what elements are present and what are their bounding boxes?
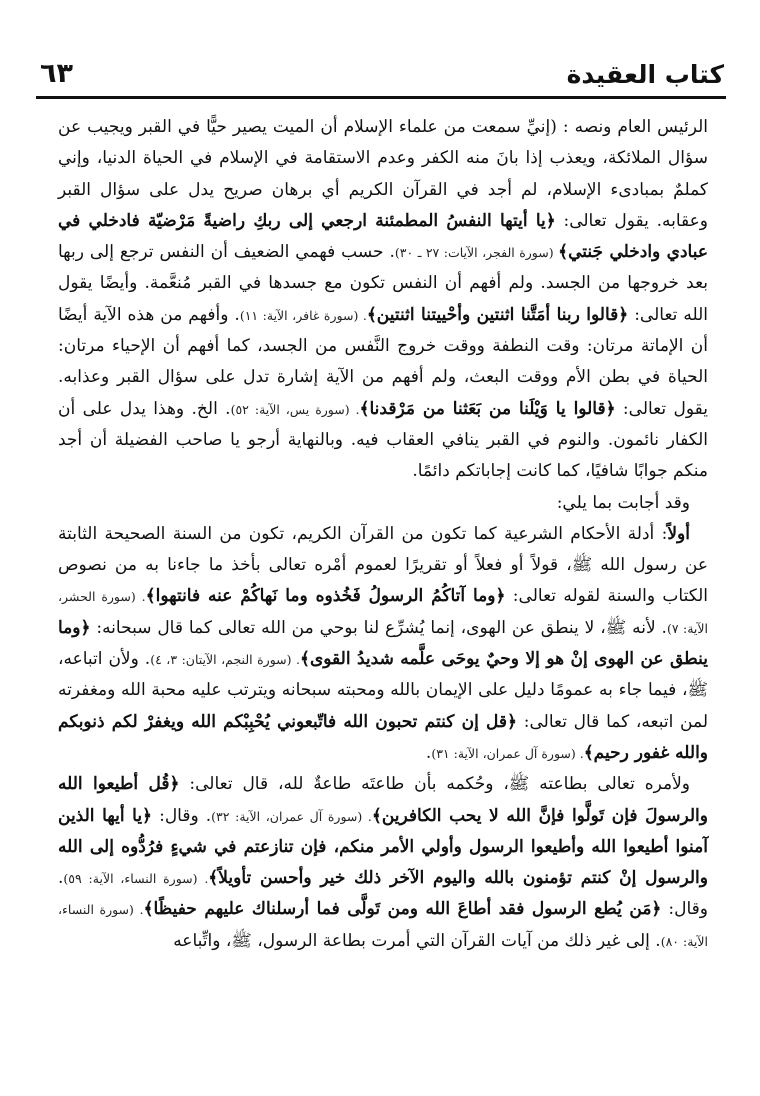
quran-verse: ﴿قل إن كنتم تحبون الله فاتّبعوني يُحْبِبْكم الله ويغفرْ لكم ذنوبكم والله غفور رحيم﴾ bbox=[58, 711, 708, 763]
verse-reference: . (سورة آل عمران، الآية: ٣٢) bbox=[211, 808, 372, 824]
text-run: . وأفهم من هذه الآية أيضًا أن الإماتة مرتان: وقت النطفة ووقت خروج النَّفس من الجسد، كما أفهم أن الإحياء مرتان: الحياة في بطن الأم ووقت البعث، ولم أفهم من الآية إشارة تدل على سؤال القبر وعذابه. يقول تعالى: bbox=[58, 304, 708, 419]
verse-reference: . (سورة يس، الآية: ٥٢) bbox=[230, 401, 360, 417]
answer-point-first bbox=[58, 519, 708, 769]
text-run: . الخ. وهذا يدل على أن الكفار نائمون. والنوم في القبر ينافي العقاب فيه. وبالنهاية أرجو يا صاحب الفضيلة أن أجد منكم جوابًا شافيًا، كما كانت إجاباتكم دائمًا. bbox=[58, 398, 708, 482]
body-text bbox=[58, 112, 708, 957]
quran-verse: ﴿قُل أطيعوا الله والرسولَ فإن تَولَّوا فإنَّ الله لا يحب الكافرين﴾ bbox=[58, 774, 708, 826]
verse-reference: (سورة الفجر، الآيات: ٢٧ ـ ٣٠) bbox=[394, 245, 559, 261]
verse-reference: . (سورة الحشر، الآية: ٧) bbox=[58, 589, 708, 636]
answer-obedience-paragraph bbox=[58, 769, 708, 957]
text-run: . إلى غير ذلك من آيات القرآن التي أمرت بطاعة الرسول، ﷺ، واتِّباعه bbox=[173, 930, 661, 951]
quran-verse: ﴿وما آتاكُمُ الرسولُ فَخُذوه وما نَهاكُمْ عنه فانتهوا﴾ bbox=[145, 586, 506, 607]
quran-verse: ﴿قالوا يا وَيْلَنا من بَعَثنا من مَرْقدنا﴾ bbox=[359, 398, 616, 419]
text-run: : أدلة الأحكام الشرعية كما تكون من القرآن الكريم، تكون من السنة الصحيحة الثابتة عن رسول الله ﷺ، قولاً أو فعلاً أو تقريرًا لعموم أمْره تعالى بأخذ ما جاءنا به من نصوص الكتاب والسنة لقوله تعالى: bbox=[58, 523, 709, 607]
text-run: . bbox=[425, 742, 432, 763]
quran-verse: ﴿مَن يُطع الرسول فقد أطاعَ الله ومن تَولَّى فما أرسلناك عليهم حفيظًا﴾ bbox=[143, 899, 662, 920]
verse-reference: . (سورة النساء، الآية: ٥٩) bbox=[63, 871, 209, 887]
question-paragraph bbox=[58, 112, 708, 488]
quran-verse: ﴿وما ينطق عن الهوى إنْ هو إلا وحيٌ يوحَى علَّمه شديدُ القوى﴾ bbox=[58, 617, 708, 670]
quran-verse: ﴿قالوا ربنا أمَتَّنا اثنتين وأحْييتنا اثنتين﴾ bbox=[366, 304, 629, 325]
text-run: . ولأن اتباعه، ﷺ، فيما جاء به عمومًا دليل على الإيمان بالله ومحبته سبحانه ويترتب عليه محبة الله ومغفرته لمن اتبعه، كما قال تعالى: bbox=[58, 649, 708, 732]
text-run: . وقال: bbox=[58, 868, 709, 920]
answer-intro bbox=[58, 488, 708, 519]
verse-reference: . (سورة النساء، الآية: ٨٠) bbox=[58, 902, 708, 949]
text-run: . لأنه ﷺ، لا ينطق عن الهوى، إنما يُشرِّع لنا بوحي من الله تعالى كما قال سبحانه: bbox=[90, 617, 667, 638]
verse-reference: . (سورة غافر، الآية: ١١) bbox=[239, 307, 367, 323]
page-header bbox=[36, 58, 726, 99]
point-label: أولاً bbox=[667, 523, 690, 544]
text-run: . حسب فهمي الضعيف أن النفس ترجع إلى ربها بعد خروجها من الجسد. ولم أفهم أن النفس تكون مع جسدها في القبر مُنعَّمة. وأيضًا يقول الله تعالى: bbox=[58, 242, 708, 325]
text-run: وقد أجابت بما يلي: bbox=[556, 492, 690, 513]
running-title: كتاب العقيدة bbox=[566, 60, 724, 89]
text-run: ولأمره تعالى بطاعته ﷺ، وحُكمه بأن طاعتَه طاعةٌ لله، قال تعالى: bbox=[179, 774, 690, 795]
verse-reference: . (سورة آل عمران، الآية: ٣١) bbox=[431, 745, 584, 761]
text-run: . وقال: bbox=[152, 805, 212, 826]
verse-reference: . (سورة النجم، الآيتان: ٣، ٤) bbox=[150, 652, 300, 668]
text-run: الرئيس العام ونصه : (إنيِّ سمعت من علماء الإسلام أن الميت يصير حيًّا في القبر ويجيب عن سؤال الملائكة، ويعذب إذا بانَ منه الكفر وعدم الاستقامة في الإسلام في الحياة الدنيا، وإني كملمٌ بمبادىء الإسلام، لم أجد في القرآن الكريم أي برهان صريح يدل على سؤال القبر وعقابه. يقول تعالى: bbox=[58, 117, 709, 231]
page-number: ٦٣ bbox=[40, 58, 73, 89]
quran-verse: ﴿يا أيها الذين آمنوا أطيعوا الله وأطيعوا الرسول وأولي الأمر منكم، فإن تنازعتم في شيءٍ فرُدُّوه إلى الله والرسول إنْ كنتم تؤمنون بالله واليوم الآخر ذلك خير وأحسن تأويلاً﴾ bbox=[58, 805, 708, 889]
quran-verse: ﴿يا أيتها النفسُ المطمئنة ارجعي إلى ربكِ راضيةً مَرْضيّة فادخلي في عبادي وادخلي جَنتي﴾ bbox=[58, 210, 709, 263]
